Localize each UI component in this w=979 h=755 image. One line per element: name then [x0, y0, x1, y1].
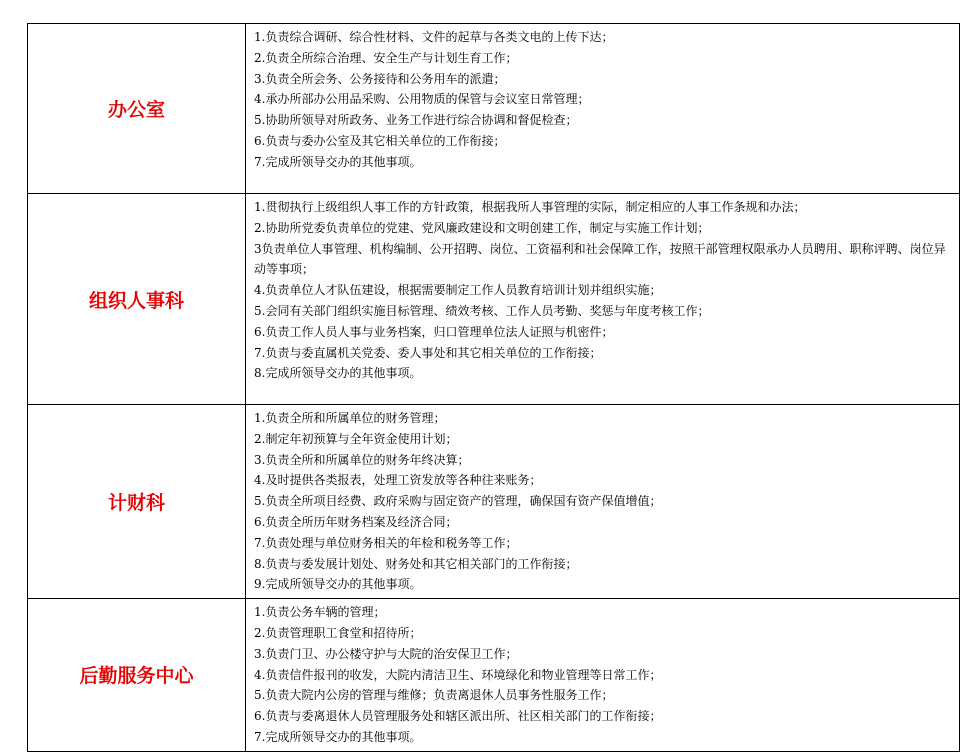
duty-item: 5.会同有关部门组织实施目标管理、绩效考核、工作人员考勤、奖惩与年度考核工作； — [254, 303, 710, 318]
department-name: 组织人事科 — [88, 289, 184, 312]
duty-item: 2.负责管理职工食堂和招待所； — [254, 625, 422, 640]
duty-item: 2.制定年初预算与全年资金使用计划； — [254, 431, 458, 446]
table-row-logistics — [28, 599, 960, 752]
duty-item: 6.负责工作人员人事与业务档案，归口管理单位法人证照与机密件； — [254, 324, 614, 339]
duty-list-cell — [246, 405, 960, 599]
duty-item: 5.负责全所项目经费、政府采购与固定资产的管理，确保国有资产保值增值； — [254, 494, 662, 509]
duty-item: 9.完成所领导交办的其他事项。 — [254, 577, 422, 592]
duty-item: 6.负责全所历年财务档案及经济合同； — [254, 514, 458, 529]
duty-item: 3.负责门卫、办公楼守护与大院的治安保卫工作； — [254, 646, 518, 661]
department-name: 办公室 — [107, 99, 165, 121]
duty-item: 8.负责与委发展计划处、财务处和其它相关部门的工作衔接； — [254, 556, 578, 571]
duty-item: 7.完成所领导交办的其他事项。 — [254, 729, 422, 744]
duty-item: 5.协助所领导对所政务、业务工作进行综合协调和督促检查； — [254, 113, 578, 128]
duty-list-cell — [246, 194, 960, 405]
duty-item: 1.负责公务车辆的管理； — [254, 605, 386, 620]
department-name-cell — [28, 24, 246, 194]
department-name: 后勤服务中心 — [79, 665, 194, 688]
duty-item: 6.负责与委离退休人员管理服务处和辖区派出所、社区相关部门的工作衔接； — [254, 709, 662, 724]
duty-item: 7.完成所领导交办的其他事项。 — [254, 154, 422, 169]
duty-item: 3负责单位人事管理、机构编制、公开招聘、岗位、工资福利和社会保障工作，按照干部管理权限承办人员聘用、职称评聘、岗位异动等事项； — [254, 241, 946, 277]
duty-item: 4.承办所部办公用品采购、公用物质的保管与会议室日常管理； — [254, 92, 590, 107]
department-name: 计财科 — [107, 492, 165, 515]
department-name-cell — [28, 599, 246, 752]
duty-item: 1.负责全所和所属单位的财务管理； — [254, 411, 446, 425]
duty-list-cell — [246, 599, 960, 752]
duty-item: 4.及时提供各类报表，处理工资发放等各种往来账务； — [254, 473, 542, 488]
department-name-cell — [28, 194, 246, 405]
table-row-finance — [28, 405, 960, 599]
duty-item: 1.贯彻执行上级组织人事工作的方针政策，根据我所人事管理的实际，制定相应的人事工作条规和办法； — [254, 200, 806, 214]
table-row-hr — [28, 194, 960, 405]
duty-item: 6.负责与委办公室及其它相关单位的工作衔接； — [254, 133, 506, 148]
duty-item: 7.负责处理与单位财务相关的年检和税务等工作； — [254, 535, 518, 550]
duty-item: 4.负责信件报刊的收发，大院内清洁卫生、环境绿化和物业管理等日常工作； — [254, 667, 662, 682]
duty-item: 8.完成所领导交办的其他事项。 — [254, 366, 422, 381]
table-row-office — [28, 24, 960, 194]
duty-item: 3.负责全所会务、公务接待和公务用车的派遣； — [254, 71, 506, 86]
duty-item: 2.协助所党委负责单位的党建、党风廉政建设和文明创建工作，制定与实施工作计划； — [254, 220, 710, 235]
duty-item: 7.负责与委直属机关党委、委人事处和其它相关单位的工作衔接； — [254, 345, 602, 360]
duty-list-cell — [246, 24, 960, 194]
duty-item: 3.负责全所和所属单位的财务年终决算； — [254, 452, 470, 467]
duty-item: 2.负责全所综合治理、安全生产与计划生育工作； — [254, 50, 518, 65]
duty-item: 5.负责大院内公房的管理与维修；负责离退休人员事务性服务工作； — [254, 688, 614, 703]
department-duties-table — [27, 23, 960, 752]
duty-item: 4.负责单位人才队伍建设，根据需要制定工作人员教育培训计划并组织实施； — [254, 283, 662, 298]
duty-item: 1.负责综合调研、综合性材料、文件的起草与各类文电的上传下达； — [254, 30, 614, 44]
department-name-cell — [28, 405, 246, 599]
